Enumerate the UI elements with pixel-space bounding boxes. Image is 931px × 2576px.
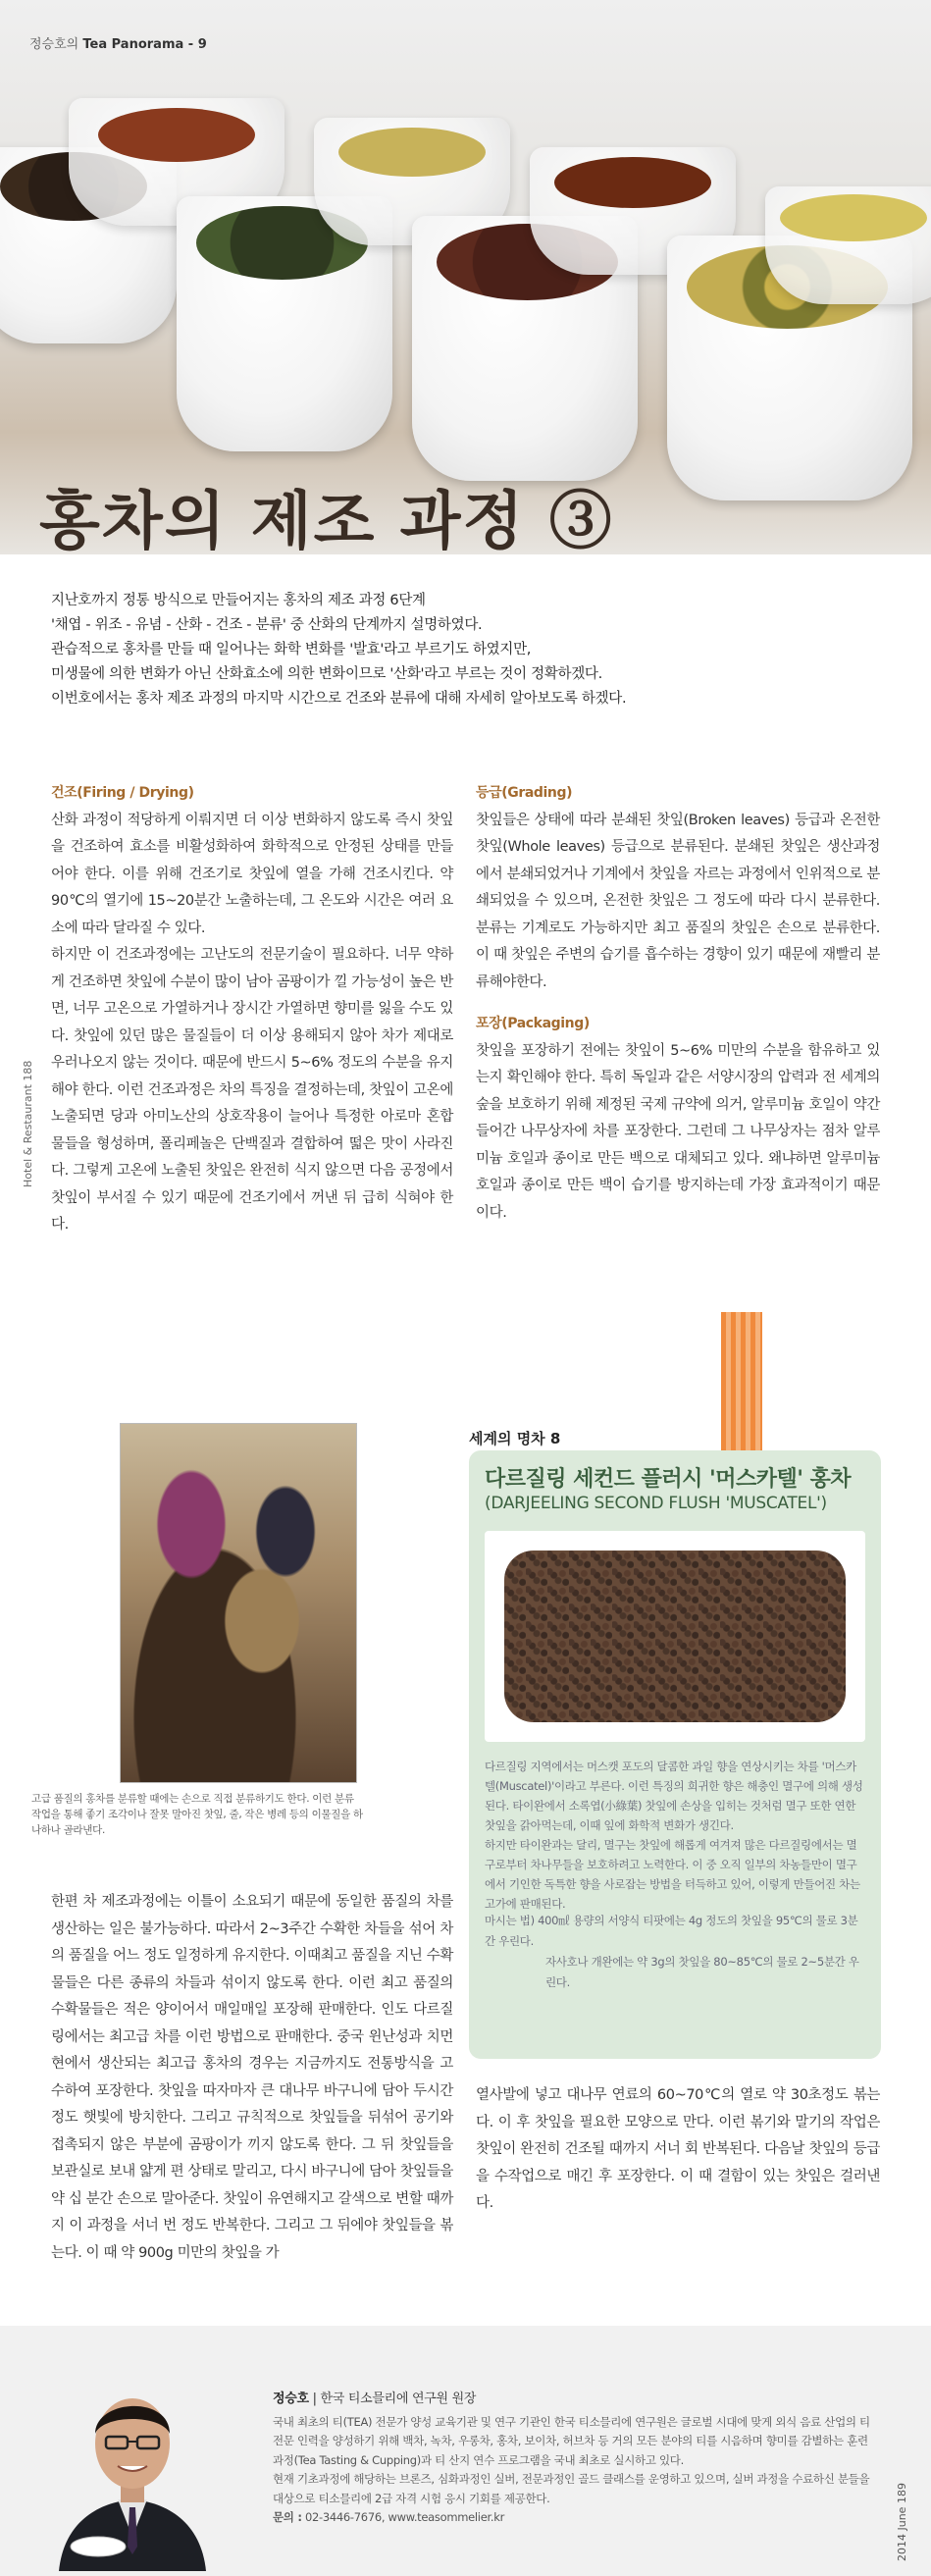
intro-line: 이번호에서는 홍차 제조 과정의 마지막 시간으로 건조와 분류에 대해 자세히 알아보도록 하겠다.: [51, 691, 627, 707]
famous-tea-label: 세계의 명차 8: [469, 1430, 561, 1447]
section-paragraph: 하지만 이 건조과정에는 고난도의 전문기술이 필요하다. 너무 약하게 건조하면 찻잎에 수분이 많이 남아 곰팡이가 낄 가능성이 높은 반면, 너무 고온으로 가열하거나 장시간 가열하면 향미를 잃을 수도 있다. 찻잎에 있던 많은 물질들이 더 이상 용해되지 않아 차가 제대로 우러나오지 않는 것이다. 때문에 반드시 5~6% 정도의 수분을 유지해야 한다. 이런 건조과정은 차의 특징을 결정하는데, 찻잎이 고온에 노출되면 당과 아미노산의 상호작용이 늘어나 특정한 아로마 혼합물들을 형성하며, 폴리페놀은 단백질과 결합하여 떫은 맛이 사라진다. 그렇게 고온에 노출된 찻잎은 완전히 식지 않으면 다음 공정에서 찻잎이 부서질 수 있기 때문에 건조기에서 꺼낸 뒤 급히 식혀야 한다.: [51, 947, 453, 1233]
brewed-tea: [338, 128, 486, 177]
brewed-tea: [554, 157, 711, 208]
author-heading: [273, 2390, 871, 2409]
series-header: [29, 33, 207, 52]
section-paragraph: 한편 차 제조과정에는 이틀이 소요되기 때문에 동일한 품질의 차를 생산하는 일은 불가능하다. 따라서 2~3주간 수확한 차들을 섞어 차의 품질을 어느 정도 일정하게 유지한다. 이때최고 품질을 지닌 수확물들은 다른 종류의 차들과 섞이지 않도록 한다. 이런 최고 품질의 수확물들은 적은 양이어서 매일매일 포장해 판매한다. 인도 다르질링에서는 최고급 차를 이런 방법으로 판매한다. 중국 윈난성과 치먼현에서 생산되는 최고급 홍차의 경우는 지금까지도 전통방식을 고수하여 포장한다. 찻잎을 따자마자 큰 대나무 바구니에 담아 두시간정도 햇빛에 방치한다. 그리고 규칙적으로 찻잎들을 뒤섞어 공기와 접촉되지 않은 부분에 곰팡이가 끼지 않도록 한다. 그 뒤 찻잎들을 보관실로 보내 얇게 편 상태로 말리고, 다시 바구니에 담아 찻잎들을 약 십 분간 손으로 말아준다. 찻잎이 유연해지고 갈색으로 변할 때까지 이 과정을 서너 번 정도 반복한다. 그리고 그 뒤에야 찻잎들을 볶는다. 이 때 약 900g 미만의 찻잎을 가: [51, 1894, 453, 2261]
author-info: [273, 2390, 871, 2528]
section-packaging: [476, 1011, 880, 1227]
author-separator: |: [312, 2392, 321, 2406]
section-handmade-left: [51, 1889, 453, 2267]
author-bio: 국내 최초의 티(TEA) 전문가 양성 교육기관 및 연구 기관인 한국 티소믈리에 연구원은 글로벌 시대에 맞게 외식 음료 산업의 티 전문 인력을 양성하기 위해 백차, 녹차, 우롱차, 홍차, 보이차, 허브차 등 거의 모든 분야의 티를 시음하며 향미를 감별하는 훈련과정(Tea Tasting & Cupping)과 티 산지 연수 프로그램을 국내 최초로 실시하고 있다.: [273, 2414, 870, 2467]
author-portrait-avatar: [39, 2350, 226, 2571]
tea-sorting-photo: [120, 1423, 357, 1783]
series-name: Tea Panorama - 9: [82, 37, 207, 52]
section-paragraph: 찻잎을 포장하기 전에는 찻잎이 5~6% 미만의 수분을 함유하고 있는지 확인해야 한다. 특히 독일과 같은 서양시장의 압력과 전 세계의 숲을 보호하기 위해 제정된 국제 규약에 의거, 알루미늄 호일이 약간 들어간 나무상자에 차를 포장한다. 그런데 그 나무상자는 점차 알루미늄 호일과 종이로 만든 백으로 대체되고 있다. 왜냐하면 알루미늄 호일과 종이로 만든 백이 습기를 방지하는데 가장 효과적이기 때문이다.: [476, 1042, 880, 1221]
section-heading: 등급(Grading): [476, 785, 573, 801]
intro-line: 지난호까지 정통 방식으로 만들어지는 홍차의 제조 과정 6단계: [51, 593, 426, 608]
intro-line: 미생물에 의한 변화가 아닌 산화효소에 의한 변화이므로 '산화'라고 부르는 것이 정확하겠다.: [51, 666, 602, 682]
contact-label: 문의 :: [273, 2510, 302, 2524]
ribbon-bookmark-icon: [721, 1312, 762, 1459]
section-heading: 건조(Firing / Drying): [51, 785, 194, 801]
page-title: 홍차의 제조 과정 ③: [39, 485, 614, 558]
brewing-note: 마시는 법) 400㎖ 용량의 서양식 티팟에는 4g 정도의 찻잎을 95℃의 물로 3분간 우린다.: [485, 1914, 858, 1948]
author-role: 한국 티소믈리에 연구원 원장: [320, 2392, 477, 2406]
author-contact: [273, 2508, 871, 2528]
series-author: 정승호의: [29, 37, 79, 52]
brewed-tea: [98, 108, 255, 162]
brewing-note: 자사호나 개완에는 약 3g의 찻잎을 80~85℃의 물로 2~5분간 우린다.: [545, 1955, 859, 1989]
section-paragraph: 열사발에 넣고 대나무 연료의 60~70℃의 열로 약 30초정도 볶는다. 이 후 찻잎을 필요한 모양으로 만다. 이런 볶기와 말기의 작업은 찻잎이 완전히 건조될 때까지 서너 회 반복된다. 다음날 찻잎의 등급을 수작업으로 매긴 후 포장한다. 이 때 결함이 있는 찻잎은 걸러낸다.: [476, 2087, 880, 2211]
brewed-tea: [780, 194, 927, 241]
section-paragraph: 찻잎들은 상태에 따라 분쇄된 찻잎(Broken leaves) 등급과 온전한 찻잎(Whole leaves) 등급으로 분류된다. 분쇄된 찻잎은 생산과정에서 분쇄되었거나 기계에서 찻잎을 자르는 과정에서 인위적으로 분쇄되었을 수 있으며, 온전한 찻잎은 그 정도에 따라 다시 분류한다. 분류는 기계로도 가능하지만 최고 품질의 찻잎은 손으로 분류한다. 이 때 찻잎은 주변의 습기를 흡수하는 경향이 있기 때문에 재빨리 분류해야한다.: [476, 812, 880, 990]
famous-tea-title: 다르질링 세컨드 플러시 '머스카텔' 홍차: [485, 1467, 852, 1492]
famous-tea-title-en: (DARJEELING SECOND FLUSH 'MUSCATEL'): [485, 1494, 827, 1513]
author-portrait: [39, 2350, 226, 2571]
author-name: 정승호: [273, 2392, 309, 2406]
intro-line: '채엽 - 위조 - 유념 - 산화 - 건조 - 분류' 중 산화의 단계까지 설명하였다.: [51, 617, 483, 633]
section-grading: [476, 780, 880, 996]
page-meta: 2014 June 189: [896, 2483, 908, 2561]
brewing-notes: [485, 1911, 865, 1993]
famous-tea-paragraph: 하지만 타이완과는 달리, 멸구는 찻잎에 해롭게 여겨져 많은 다르질링에서는 멸구로부터 차나무들을 보호하려고 노력한다. 이 중 오직 일부의 차농들만이 멸구에서 기인한 독특한 향을 사로잡는 방법을 터득하고 있어, 이렇게 만들어진 차는 고가에 판매된다.: [485, 1838, 860, 1911]
section-handmade-right: [476, 2082, 880, 2218]
tea-leaves-photo: [485, 1531, 865, 1742]
contact-value[interactable]: 02-3446-7676, www.teasommelier.kr: [304, 2510, 504, 2524]
section-paragraph: 산화 과정이 적당하게 이뤄지면 더 이상 변화하지 않도록 즉시 찻잎을 건조하여 효소를 비활성화하여 화학적으로 안정된 상태를 만들어야 한다. 이를 위해 건조기로 찻잎에 열을 가해 건조시킨다. 약 90℃의 열기에 15~20분간 노출하는데, 그 온도와 시간은 여러 요소에 따라 달라질 수 있다.: [51, 812, 453, 936]
famous-tea-paragraph: 다르질링 지역에서는 머스캣 포도의 달콤한 과일 향을 연상시키는 차를 '머스카텔(Muscatel)'이라고 부른다. 이런 특징의 희귀한 향은 해충인 멸구에 의해 생성된다. 타이완에서 소록엽(小綠葉) 찻잎에 손상을 입히는 것처럼 멸구 또한 연한 찻잎을 갉아먹는데, 이때 잎에 화학적 변화가 생긴다.: [485, 1760, 863, 1832]
photo-caption: 고급 품질의 홍차를 분류할 때에는 손으로 직접 분류하기도 한다. 이런 분류 작업을 통해 좋기 조각이나 잘못 말아진 찻잎, 줄, 작은 병레 등의 이물질을 하나하나 골라낸다.: [31, 1793, 363, 1836]
section-heading: 포장(Packaging): [476, 1016, 590, 1031]
section-drying: [51, 780, 453, 1239]
author-bio: 현재 기초과정에 해당하는 브론즈, 심화과정인 실버, 전문과정인 골드 클래스를 운영하고 있으며, 실버 과정을 수료하신 분들을 대상으로 티소믈리에 2급 자격 시험 응시 기회를 제공한다.: [273, 2472, 870, 2505]
side-label: Hotel & Restaurant 188: [22, 1060, 34, 1187]
dry-tea-leaves: [504, 1551, 846, 1722]
famous-tea-description: [485, 1757, 865, 1914]
intro-text: [51, 589, 885, 711]
intro-line: 관습적으로 홍차를 만들 때 일어나는 화학 변화를 '발효'라고 부르기도 하였지만,: [51, 642, 532, 657]
